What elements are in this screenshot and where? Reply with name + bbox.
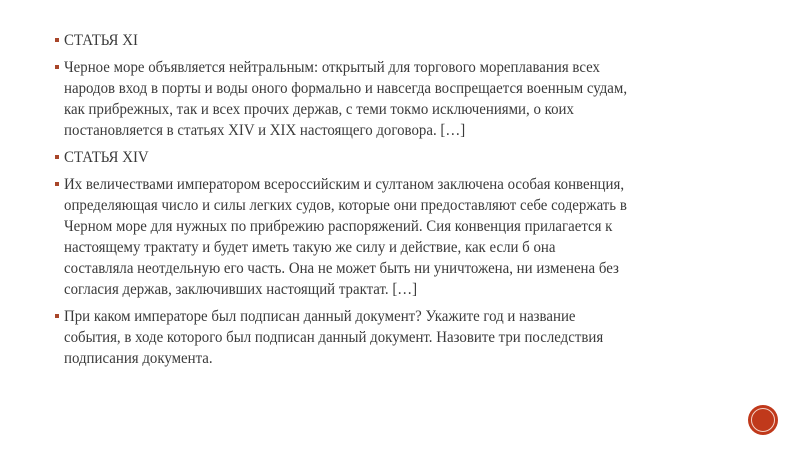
bullet-icon — [55, 65, 59, 69]
bullet-icon — [55, 182, 59, 186]
text-line: составляла неотдельную его часть. Она не может быть ни уничтожена, ни изменена без — [64, 260, 619, 277]
bullet-icon — [55, 314, 59, 318]
bullet-icon — [55, 38, 59, 42]
slide-badge-circle — [749, 406, 777, 434]
text-line: согласия держав, заключивших настоящий трактат. […] — [64, 281, 418, 298]
text-line: СТАТЬЯ XI — [64, 32, 138, 49]
list-item — [55, 30, 775, 51]
text-line: определяющая число и силы легких судов, которые они предоставляют себе содержать в — [64, 197, 627, 214]
text-line: настоящему трактату и будет иметь такую же силу и действие, как если б она — [64, 239, 556, 256]
list-item — [55, 147, 775, 168]
text-line: постановляется в статьях XIV и XIX настоящего договора. […] — [64, 122, 466, 139]
text-line: Черном море для нужных по прибрежию распоряжений. Сия конвенция прилагается к — [64, 218, 613, 235]
bullet-icon — [55, 155, 59, 159]
text-line: события, в ходе которого был подписан данный документ. Назовите три последствия — [64, 329, 604, 346]
list-item — [55, 306, 775, 369]
text-line: народов вход в порты и воды оного формально и навсегда воспрещается военным судам, — [64, 80, 628, 97]
text-line: Черное море объявляется нейтральным: открытый для торгового мореплавания всех — [64, 59, 600, 76]
text-line: Их величествами императором всероссийским и султаном заключена особая конвенция, — [64, 176, 625, 193]
text-line: как прибрежных, так и всех прочих держав, с теми токмо исключениями, о коих — [64, 101, 574, 118]
bullet-list — [55, 30, 775, 375]
list-item — [55, 57, 775, 141]
text-line: СТАТЬЯ XIV — [64, 149, 149, 166]
list-item — [55, 174, 775, 300]
text-line: При каком императоре был подписан данный документ? Укажите год и название — [64, 308, 576, 325]
text-line: подписания документа. — [64, 350, 213, 367]
